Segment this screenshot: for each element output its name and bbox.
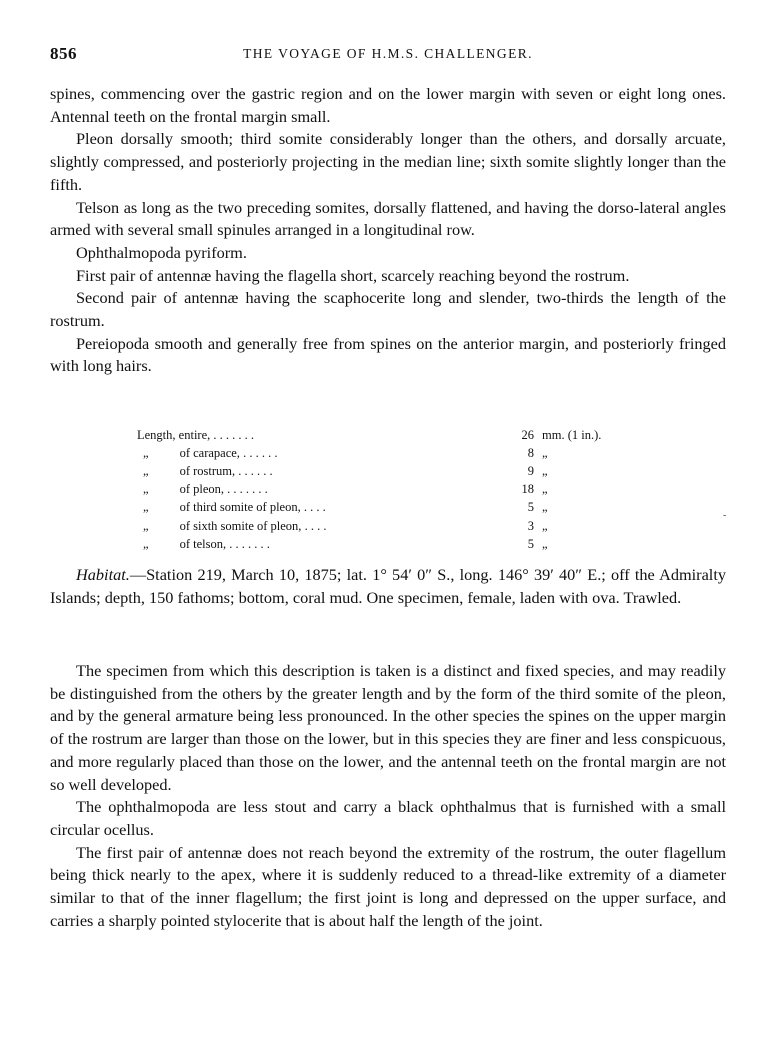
paragraph: Pleon dorsally smooth; third somite considerably longer than the others, and dorsally arcuate, slightly compressed, and posteriorly projecting in the median line; sixth somite slightly longer than the fifth.	[50, 129, 726, 194]
measurement-label: of telson, . . . . . . .	[179, 536, 270, 551]
measurement-label: Length, entire, . . . . . . .	[137, 427, 255, 442]
measurement-value: 26	[521, 427, 534, 442]
table-row	[137, 499, 647, 517]
measurement-label: of pleon, . . . . . . .	[179, 482, 268, 497]
paragraph: Second pair of antennæ having the scaphocerite long and slender, two-thirds the length of the rostrum.	[50, 288, 726, 331]
paragraph: The first pair of antennæ does not reach beyond the extremity of the rostrum, the outer flagellum being thick nearly to the apex, where it is suddenly reduced to a thread-like extremity of a diameter similar to that of the inner flagellum; the first joint is long and depressed on the upper surface, and carries a sharply pointed stylocerite that is about half the length of the joint.	[50, 842, 726, 930]
measurement-value: 3	[527, 518, 534, 533]
measurement-unit: „	[542, 518, 548, 533]
paragraph: First pair of antennæ having the flagella short, scarcely reaching beyond the rostrum.	[76, 265, 630, 285]
measurement-value: 9	[527, 463, 534, 478]
page-number: 856	[50, 44, 77, 63]
measurement-label: of rostrum, . . . . . .	[179, 463, 273, 478]
paragraph: Pereiopoda smooth and generally free from spines on the anterior margin, and posteriorly fringed with long hairs.	[50, 333, 726, 376]
measurement-label: of carapace, . . . . . .	[179, 445, 278, 460]
measurement-unit: „	[542, 445, 548, 460]
table-row	[137, 426, 647, 444]
table-row	[137, 481, 647, 499]
measurement-value: 5	[527, 536, 534, 551]
ditto-mark: „	[143, 500, 149, 515]
remarks-paragraphs	[50, 660, 726, 932]
paragraph: The specimen from which this description is taken is a distinct and fixed species, and may readily be distinguished from the others by the greater length and by the form of the third somite of the pleon, and by the general armature being less pronounced. In the other species the spines on the upper margin of the rostrum are larger than those on the lower, but in this species they are finer and less conspicuous, and more regularly placed than those on the lower, and the antennal teeth on the frontal margin are not so well developed.	[50, 661, 726, 794]
table-row	[137, 462, 647, 480]
measurement-unit: „	[542, 463, 548, 478]
paragraph: spines, commencing over the gastric region and on the lower margin with seven or eight long ones. Antennal teeth on the frontal margin small.	[50, 84, 726, 126]
paragraph: Ophthalmopoda pyriform.	[76, 242, 247, 262]
table-row	[137, 517, 647, 535]
measurement-value: 18	[521, 482, 534, 497]
habitat-text: —Station 219, March 10, 1875; lat. 1° 54′ 0″ S., long. 146° 39′ 40″ E.; off the Admiralty Islands; depth, 150 fathoms; bottom, coral mud. One specimen, female, laden with ova. Trawled.	[50, 565, 726, 607]
measurement-label: of third somite of pleon, . . . .	[179, 500, 326, 515]
stray-mark: -	[723, 510, 727, 521]
measurement-label: of sixth somite of pleon, . . . .	[179, 518, 327, 533]
page-header	[50, 44, 726, 66]
measurements-table	[137, 426, 647, 553]
ditto-mark: „	[143, 482, 149, 497]
running-head: THE VOYAGE OF H.M.S. CHALLENGER.	[243, 46, 533, 61]
ditto-mark: „	[143, 536, 149, 551]
ditto-mark: „	[143, 463, 149, 478]
measurement-unit: „	[542, 500, 548, 515]
habitat-paragraph	[50, 564, 726, 609]
table-row	[137, 444, 647, 462]
ditto-mark: „	[143, 518, 149, 533]
habitat-label: Habitat.	[76, 565, 130, 584]
paragraph: The ophthalmopoda are less stout and carry a black ophthalmus that is furnished with a small circular ocellus.	[50, 797, 726, 839]
measurement-unit: „	[542, 482, 548, 497]
ditto-mark: „	[143, 445, 149, 460]
measurement-unit: mm. (1 in.).	[542, 427, 602, 442]
description-paragraphs	[50, 83, 726, 378]
measurement-unit: „	[542, 536, 548, 551]
paragraph: Telson as long as the two preceding somites, dorsally flattened, and having the dorso-lateral angles armed with several small spinules arranged in a longitudinal row.	[50, 197, 726, 240]
measurement-value: 5	[527, 500, 534, 515]
table-row	[137, 535, 647, 553]
measurement-value: 8	[527, 445, 534, 460]
